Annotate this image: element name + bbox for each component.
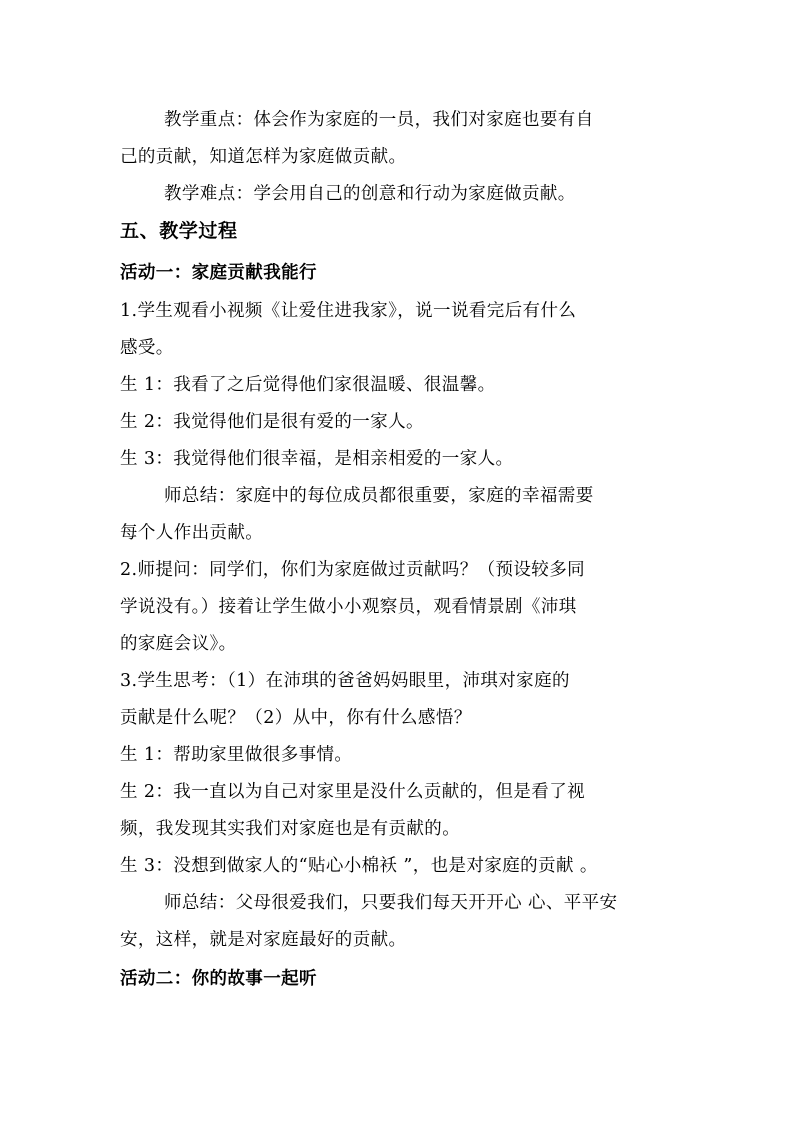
teacher-summary-2-line-1: 师总结：父母很爱我们，只要我们每天开开心 心、平平安 — [164, 893, 618, 913]
activity-1-title: 活动一：家庭贡献我能行 — [120, 263, 317, 283]
item-1-line-2: 感受。 — [120, 338, 174, 358]
teacher-summary-2-line-2: 安，这样，就是对家庭最好的贡献。 — [120, 930, 407, 950]
item-3-line-2: 贡献是什么呢？（2）从中，你有什么感悟？ — [120, 708, 472, 728]
teaching-difficulty: 教学难点：学会用自己的创意和行动为家庭做贡献。 — [164, 184, 576, 204]
item-1-line-1: 1.学生观看小视频《让爱住进我家》，说一说看完后有什么 — [120, 301, 577, 321]
student-1-answer-b: 生 1：帮助家里做很多事情。 — [120, 745, 353, 765]
teacher-summary-1-line-2: 每个人作出贡献。 — [120, 523, 264, 543]
student-3-answer-b: 生 3：没想到做家人的“贴心小棉袄 ”，也是对家庭的贡献 。 — [120, 856, 598, 876]
item-2-line-2: 学说没有。）接着让学生做小小观察员，观看情景剧《沛琪 — [120, 597, 577, 617]
item-3-line-1: 3.学生思考：（1）在沛琪的爸爸妈妈眼里，沛琪对家庭的 — [120, 671, 570, 691]
student-1-answer-a: 生 1：我看了之后觉得他们家很温暖、很温馨。 — [120, 375, 496, 395]
section-title: 五、教学过程 — [120, 220, 238, 242]
activity-2-title: 活动二：你的故事一起听 — [120, 969, 317, 989]
item-2-line-3: 的家庭会议》。 — [120, 634, 237, 654]
item-2-line-1: 2.师提问：同学们，你们为家庭做过贡献吗？（预设较多同 — [120, 560, 585, 580]
student-3-answer-a: 生 3：我觉得他们很幸福，是相亲相爱的一家人。 — [120, 449, 514, 469]
student-2-answer-b-line-1: 生 2：我一直以为自己对家里是没什么贡献的，但是看了视 — [120, 782, 585, 802]
student-2-answer-b-line-2: 频，我发现其实我们对家庭也是有贡献的。 — [120, 819, 461, 839]
teaching-focus-line-1: 教学重点：体会作为家庭的一员，我们对家庭也要有自 — [164, 110, 594, 130]
student-2-answer-a: 生 2：我觉得他们是很有爱的一家人。 — [120, 412, 424, 432]
teacher-summary-1-line-1: 师总结：家庭中的每位成员都很重要，家庭的幸福需要 — [164, 486, 594, 506]
teaching-focus-line-2: 己的贡献，知道怎样为家庭做贡献。 — [120, 147, 407, 167]
